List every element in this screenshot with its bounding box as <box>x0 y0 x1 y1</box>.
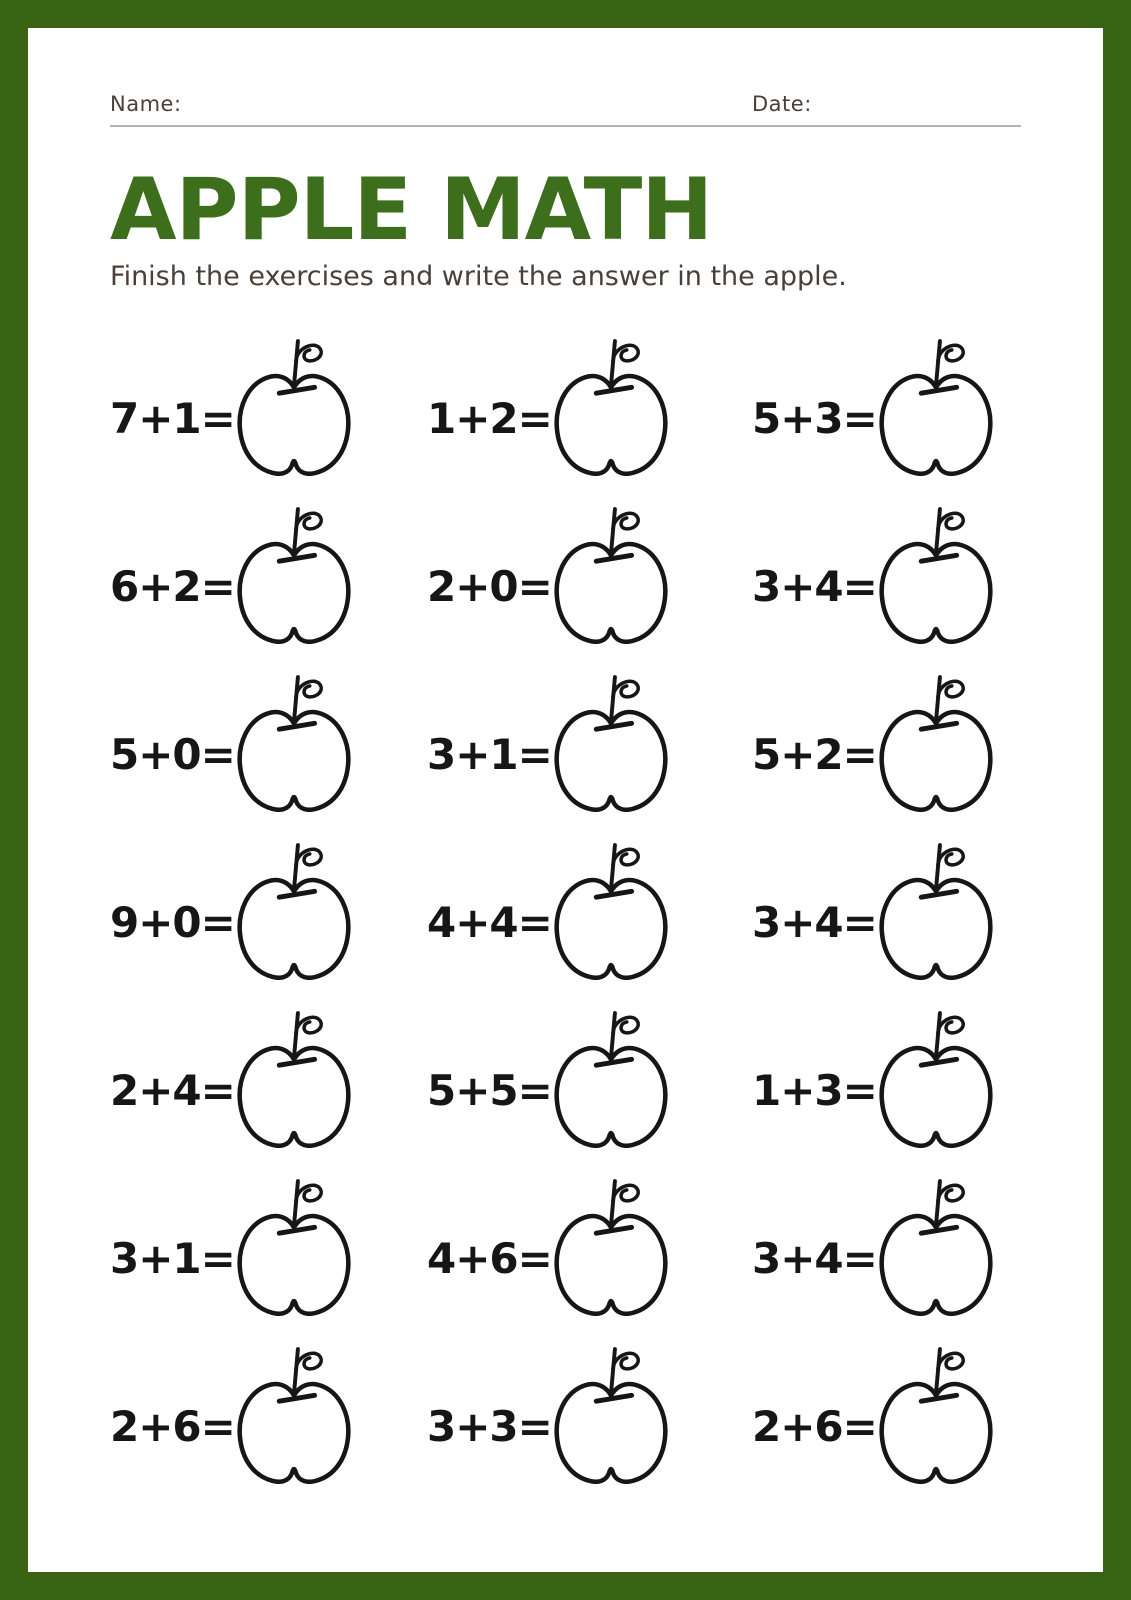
problem-cell <box>752 1176 1021 1344</box>
answer-area[interactable] <box>552 1008 670 1148</box>
answer-area[interactable] <box>552 336 670 476</box>
answer-area[interactable] <box>877 336 995 476</box>
page-content <box>28 92 1103 1512</box>
answer-area[interactable] <box>877 504 995 644</box>
apple-outline-icon <box>552 1176 670 1316</box>
page-subtitle: Finish the exercises and write the answer in the apple. <box>110 261 847 292</box>
problem-cell <box>427 840 752 1008</box>
answer-area[interactable] <box>877 840 995 980</box>
problem-cell <box>752 672 1021 840</box>
apple-outline-icon <box>235 840 353 980</box>
name-label: Name: <box>110 92 182 116</box>
equation-text: 5+5= <box>427 1066 552 1115</box>
problem-cell <box>752 1008 1021 1176</box>
equation-text: 3+4= <box>752 898 877 947</box>
equation-text: 3+4= <box>752 1234 877 1283</box>
date-label: Date: <box>752 92 812 116</box>
answer-area[interactable] <box>235 336 353 476</box>
apple-outline-icon <box>235 336 353 476</box>
problem-cell <box>110 1008 427 1176</box>
apple-outline-icon <box>235 1176 353 1316</box>
equation-text: 2+6= <box>752 1402 877 1451</box>
equation-text: 3+1= <box>110 1234 235 1283</box>
apple-outline-icon <box>552 504 670 644</box>
answer-area[interactable] <box>235 1176 353 1316</box>
answer-area[interactable] <box>235 840 353 980</box>
answer-area[interactable] <box>552 840 670 980</box>
equation-text: 3+4= <box>752 562 877 611</box>
equation-text: 7+1= <box>110 394 235 443</box>
problem-cell <box>110 1344 427 1512</box>
problem-cell <box>110 672 427 840</box>
apple-outline-icon <box>552 1008 670 1148</box>
equation-text: 5+0= <box>110 730 235 779</box>
equation-text: 2+4= <box>110 1066 235 1115</box>
apple-outline-icon <box>235 1008 353 1148</box>
answer-area[interactable] <box>552 504 670 644</box>
apple-outline-icon <box>235 1344 353 1484</box>
name-date-fill-line[interactable] <box>110 125 1021 127</box>
problems-grid <box>110 336 1021 1512</box>
problem-cell <box>752 336 1021 504</box>
problem-cell <box>427 1344 752 1512</box>
apple-outline-icon <box>877 504 995 644</box>
apple-outline-icon <box>877 1008 995 1148</box>
equation-text: 9+0= <box>110 898 235 947</box>
answer-area[interactable] <box>235 1344 353 1484</box>
equation-text: 3+1= <box>427 730 552 779</box>
problem-cell <box>427 1176 752 1344</box>
header-row <box>110 92 1021 116</box>
equation-text: 2+6= <box>110 1402 235 1451</box>
apple-outline-icon <box>552 672 670 812</box>
apple-outline-icon <box>877 1344 995 1484</box>
apple-outline-icon <box>235 672 353 812</box>
apple-outline-icon <box>877 336 995 476</box>
answer-area[interactable] <box>877 1344 995 1484</box>
apple-outline-icon <box>552 336 670 476</box>
problem-cell <box>110 1176 427 1344</box>
answer-area[interactable] <box>877 1008 995 1148</box>
problem-cell <box>752 1344 1021 1512</box>
apple-outline-icon <box>877 1176 995 1316</box>
apple-outline-icon <box>235 504 353 644</box>
apple-outline-icon <box>877 672 995 812</box>
page-title: APPLE MATH <box>110 160 713 260</box>
problem-cell <box>752 504 1021 672</box>
problem-cell <box>110 840 427 1008</box>
equation-text: 4+6= <box>427 1234 552 1283</box>
equation-text: 4+4= <box>427 898 552 947</box>
problem-cell <box>110 504 427 672</box>
apple-outline-icon <box>877 840 995 980</box>
equation-text: 5+2= <box>752 730 877 779</box>
answer-area[interactable] <box>235 504 353 644</box>
problem-cell <box>110 336 427 504</box>
apple-outline-icon <box>552 840 670 980</box>
equation-text: 2+0= <box>427 562 552 611</box>
answer-area[interactable] <box>552 672 670 812</box>
answer-area[interactable] <box>235 1008 353 1148</box>
equation-text: 6+2= <box>110 562 235 611</box>
answer-area[interactable] <box>552 1176 670 1316</box>
answer-area[interactable] <box>877 1176 995 1316</box>
problem-cell <box>427 1008 752 1176</box>
answer-area[interactable] <box>877 672 995 812</box>
problem-cell <box>752 840 1021 1008</box>
equation-text: 1+2= <box>427 394 552 443</box>
equation-text: 3+3= <box>427 1402 552 1451</box>
equation-text: 1+3= <box>752 1066 877 1115</box>
answer-area[interactable] <box>552 1344 670 1484</box>
equation-text: 5+3= <box>752 394 877 443</box>
apple-outline-icon <box>552 1344 670 1484</box>
answer-area[interactable] <box>235 672 353 812</box>
problem-cell <box>427 336 752 504</box>
problem-cell <box>427 504 752 672</box>
problem-cell <box>427 672 752 840</box>
